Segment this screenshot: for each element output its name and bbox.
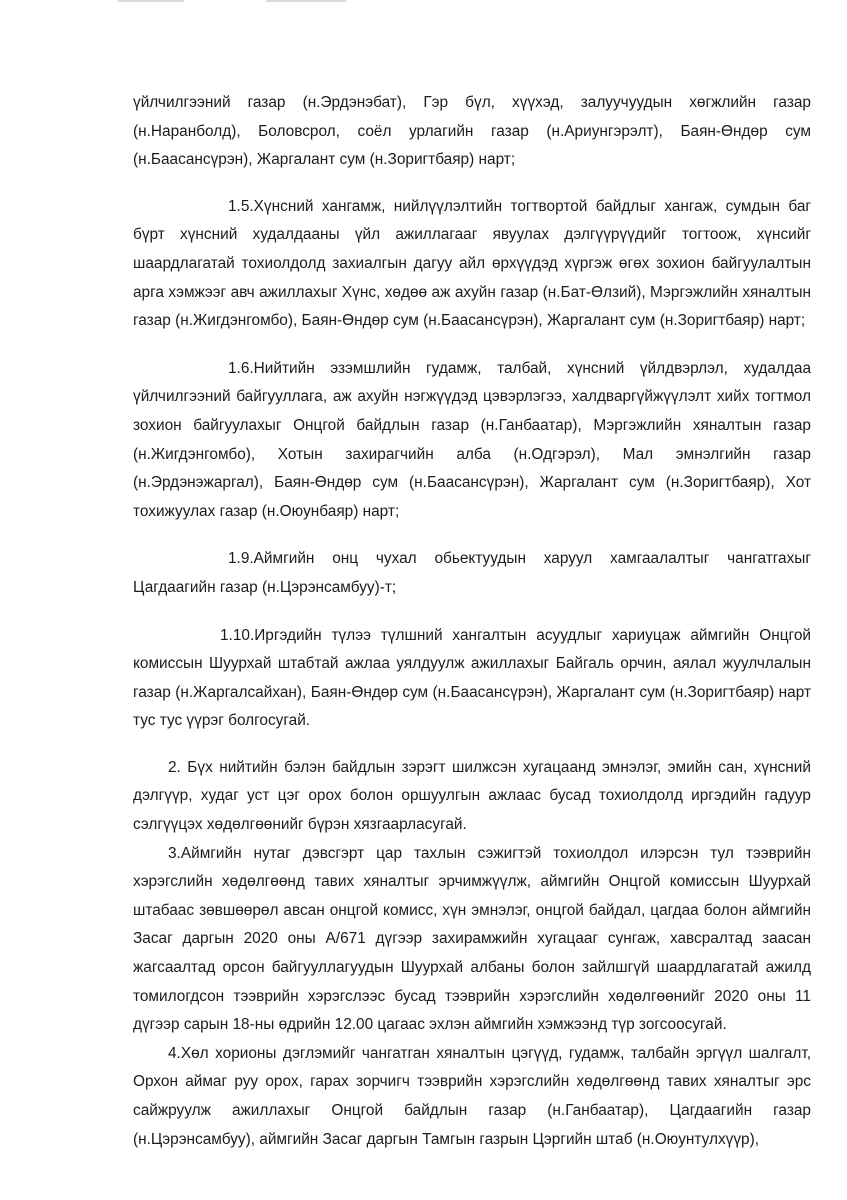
paragraph-1-5: 1.5.Хүнсний хангамж, нийлүүлэлтийн тогтвортой байдлыг хангаж, сумдын баг бүрт хүнсний худалдааны үйл ажиллагааг явуулах дэлгүүрүүдийг тогтоож, хүнсийг шаардлагатай тохиолдолд захиалгын дагуу айл өрхүүдэд хүргэж өгөх зохион байгуулалтын арга хэмжээг авч ажиллахыг Хүнс, хөдөө аж ахуйн газар (н.Бат-Өлзий), Мэргэжлийн хяналтын газар (н.Жигдэнгомбо), Баян-Өндөр сум (н.Баасансүрэн), Жаргалант сум (н.Зоригтбаяр) нарт; xyxy=(133,197,811,330)
paragraph-1-6: 1.6.Нийтийн эзэмшлийн гудамж, талбай, хүнсний үйлдвэрлэл, худалдаа үйлчилгээний байгууллага, аж ахуйн нэгжүүдэд цэвэрлэгээ, халдваргүйжүүлэлт хийх тогтмол зохион байгуулахыг Онцгой байдлын газар (н.Ганбаатар), Мэргэжлийн хяналтын газар (н.Жигдэнгомбо), Хотын захирагчийн алба (н.Одгэрэл), Мал эмнэлгийн газар (н.Эрдэнэжаргал), Баян-Өндөр сум (н.Баасансүрэн), Жаргалант сум (н.Зоригтбаяр), Хот тохижуулах газар (н.Оюунбаяр) нарт; xyxy=(133,359,811,520)
scan-edge-mark xyxy=(118,0,184,2)
paragraph-2: 2. Бүх нийтийн бэлэн байдлын зэрэгт шилжсэн хугацаанд эмнэлэг, эмийн сан, хүнсний дэлгүүр, худаг уст цэг орох болон оршуулгын ажлаас бусад тохиолдолд иргэдийн гадуур сэлгүүцэх хөдөлгөөнийг бүрэн хязгаарласугай. xyxy=(133,758,811,834)
paragraph-continued: үйлчилгээний газар (н.Эрдэнэбат), Гэр бүл, хүүхэд, залуучуудын хөгжлийн газар (н.Наранболд), Боловсрол, соёл урлагийн газар (н.Ариунгэрэлт), Баян-Өндөр сум (н.Баасансүрэн), Жаргалант сум (н.Зоригтбаяр) нарт; xyxy=(133,94,811,169)
paragraph-4: 4.Хөл хорионы дэглэмийг чангатган хяналтын цэгүүд, гудамж, талбайн эргүүл шалгалт, Орхон аймаг руу орох, гарах зорчигч тээврийн хэрэгслийн хөдөлгөөнд тавих хяналтыг эрс сайжруулж ажиллахыг Онцгой байдлын газар (н.Ганбаатар), Цагдаагийн газар (н.Цэрэнсамбуу), аймгийн Засаг даргын Тамгын газрын Цэргийн штаб (н.Оюунтулхүүр), xyxy=(133,1044,811,1148)
paragraph-3: 3.Аймгийн нутаг дэвсгэрт цар тахлын сэжигтэй тохиолдол илэрсэн тул тээврийн хэрэгслийн хөдөлгөөнд тавих хяналтыг эрчимжүүлж, аймгийн Онцгой комиссын Шуурхай штабаас зөвшөөрөл авсан онцгой комисс, хүн эмнэлэг, онцгой байдал, цагдаа болон аймгийн Засаг даргын 2020 оны А/671 дүгээр захирамжийн хугацааг сунгаж, хавсралтад заасан жагсаалтад орсон байгууллагуудын Шуурхай албаны болон зайлшгүй шаардлагатай ажилд томилогдсон тээврийн хэрэгслээс бусад тээврийн хэрэгслийн хөдөлгөөнийг 2020 оны 11 дүгээр сарын 18-ны өдрийн 12.00 цагаас эхлэн аймгийн хэмжээнд түр зогсоосугай. xyxy=(133,844,811,1034)
paragraph-1-9: 1.9.Аймгийн онц чухал обьектуудын харуул хамгаалалтыг чангатгахыг Цагдаагийн газар (н.Цэрэнсамбуу)-т; xyxy=(133,550,811,596)
scan-edge-mark xyxy=(266,0,346,2)
paragraph-1-10: 1.10.Иргэдийн түлээ түлшний хангалтын асуудлыг хариуцаж аймгийн Онцгой комиссын Шуурхай штабтай ажлаа уялдуулж ажиллахыг Байгаль орчин, аялал жуулчлалын газар (н.Жаргалсайхан), Баян-Өндөр сум (н.Баасансүрэн), Жаргалант сум (н.Зоригтбаяр) нарт тус тус үүрэг болгосугай. xyxy=(133,626,811,730)
document-page-body xyxy=(133,89,811,1154)
